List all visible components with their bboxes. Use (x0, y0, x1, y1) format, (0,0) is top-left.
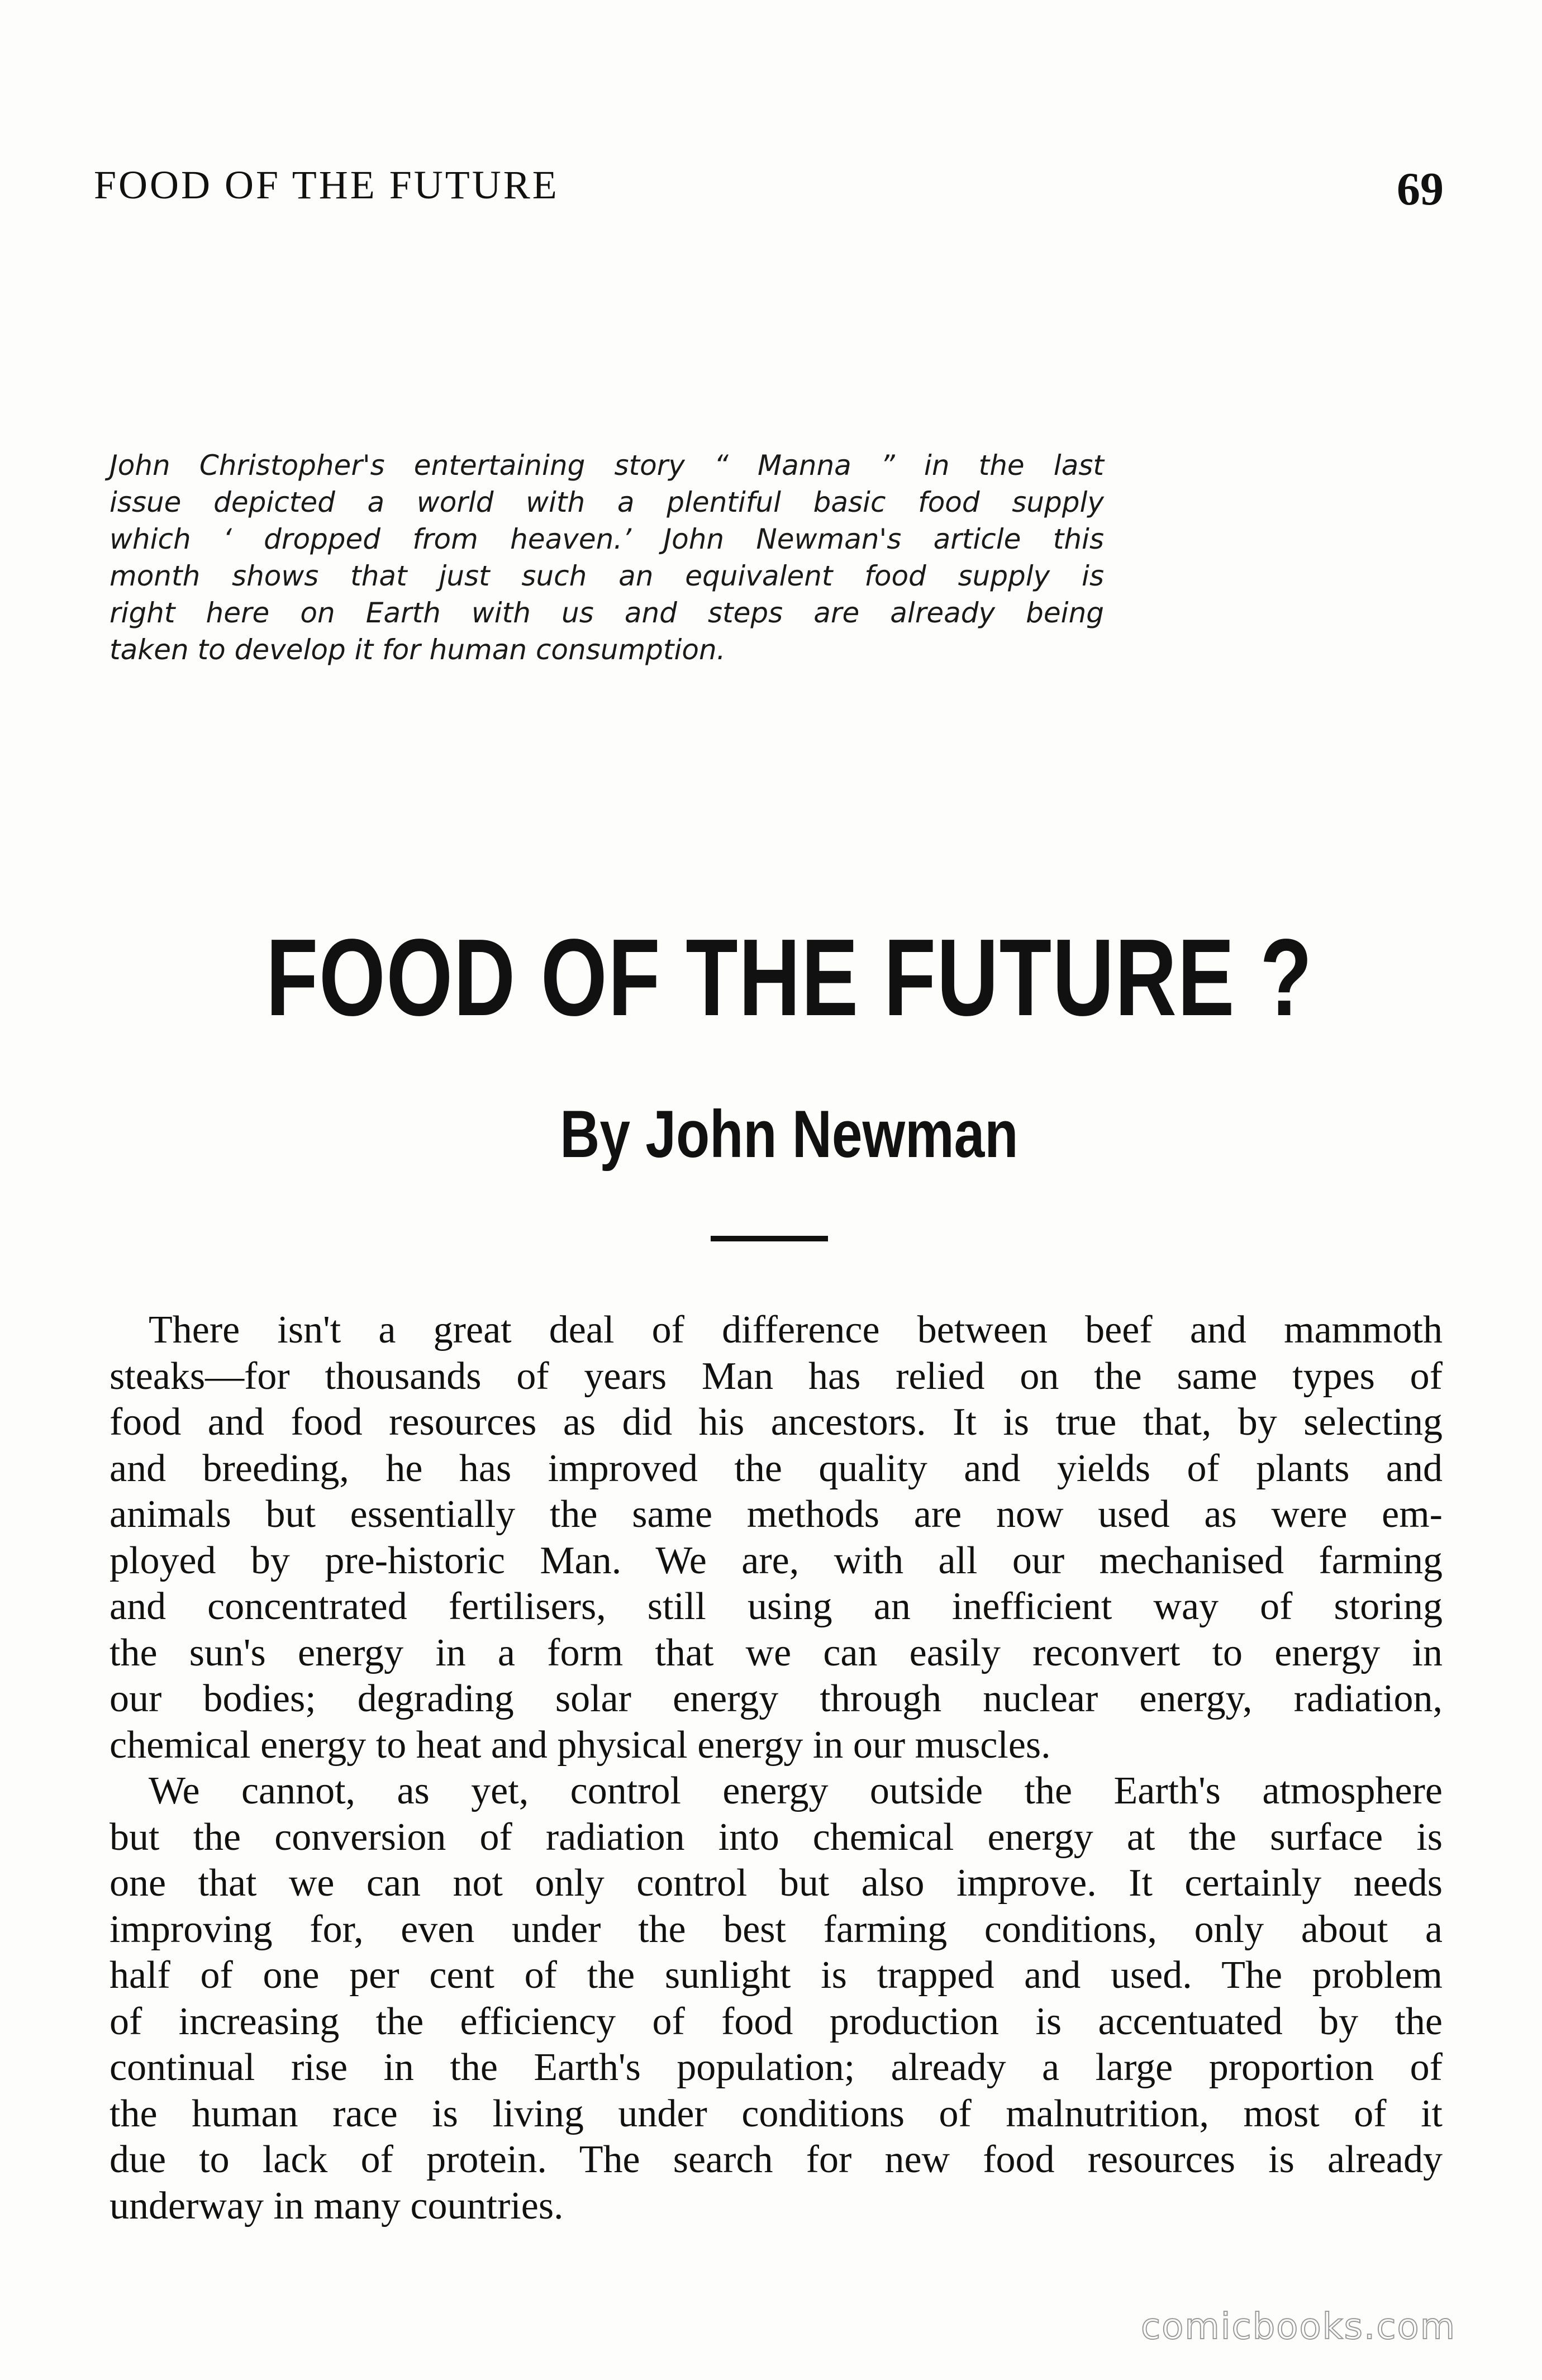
article-byline: By John Newman (560, 1097, 1019, 1172)
intro-line: issue depicted a world with a plentiful basic food supply (110, 486, 1104, 518)
body-line: chemical energy to heat and physical energy in our muscles. (110, 1723, 1051, 1767)
running-head: FOOD OF THE FUTURE (94, 163, 559, 207)
body-line: our bodies; degrading solar energy through nuclear energy, radiation, (110, 1677, 1443, 1720)
body-line: of increasing the efficiency of food production is accentuated by the (110, 2000, 1443, 2043)
article-title: FOOD OF THE FUTURE ? (265, 916, 1313, 1039)
body-line: food and food resources as did his ancestors. It is true that, by selecting (110, 1401, 1443, 1444)
page-number: 69 (1397, 163, 1444, 215)
intro-line: right here on Earth with us and steps are already being (110, 597, 1104, 629)
body-line: steaks—for thousands of years Man has relied on the same types of (110, 1354, 1443, 1398)
body-line: animals but essentially the same methods are now used as were em- (110, 1493, 1443, 1536)
body-line: There isn't a great deal of difference between beef and mammoth (149, 1308, 1443, 1351)
intro-blurb (110, 447, 1104, 668)
body-line: the sun's energy in a form that we can easily reconvert to energy in (110, 1631, 1443, 1674)
body-line: improving for, even under the best farming conditions, only about a (110, 1907, 1443, 1951)
intro-line: taken to develop it for human consumption. (110, 634, 726, 666)
paragraph-1 (110, 1307, 1443, 1768)
body-line: due to lack of protein. The search for new food resources is already (110, 2138, 1443, 2181)
paragraph-2 (110, 1768, 1443, 2229)
body-line: underway in many countries. (110, 2184, 564, 2227)
intro-line: month shows that just such an equivalent food supply is (110, 560, 1104, 592)
body-line: but the conversion of radiation into chemical energy at the surface is (110, 1815, 1443, 1859)
body-line: continual rise in the Earth's population; already a large proportion of (110, 2046, 1443, 2089)
body-line: the human race is living under conditions of malnutrition, most of it (110, 2092, 1443, 2135)
intro-line: John Christopher's entertaining story “ Manna ” in the last (110, 449, 1104, 482)
article-body (110, 1307, 1443, 2229)
body-line: and concentrated fertilisers, still using an inefficient way of storing (110, 1585, 1443, 1628)
body-line: ployed by pre-historic Man. We are, with all our mechanised farming (110, 1539, 1443, 1582)
body-line: half of one per cent of the sunlight is trapped and used. The problem (110, 1954, 1443, 1997)
intro-line: which ‘ dropped from heaven.’ John Newman's article this (110, 523, 1104, 555)
body-line: We cannot, as yet, control energy outside the Earth's atmosphere (149, 1769, 1443, 1812)
body-line: one that we can not only control but also improve. It certainly needs (110, 1862, 1443, 1905)
watermark-logo: comicbooks.com (1141, 2306, 1457, 2348)
title-divider (711, 1236, 828, 1241)
body-line: and breeding, he has improved the quality and yields of plants and (110, 1446, 1443, 1490)
